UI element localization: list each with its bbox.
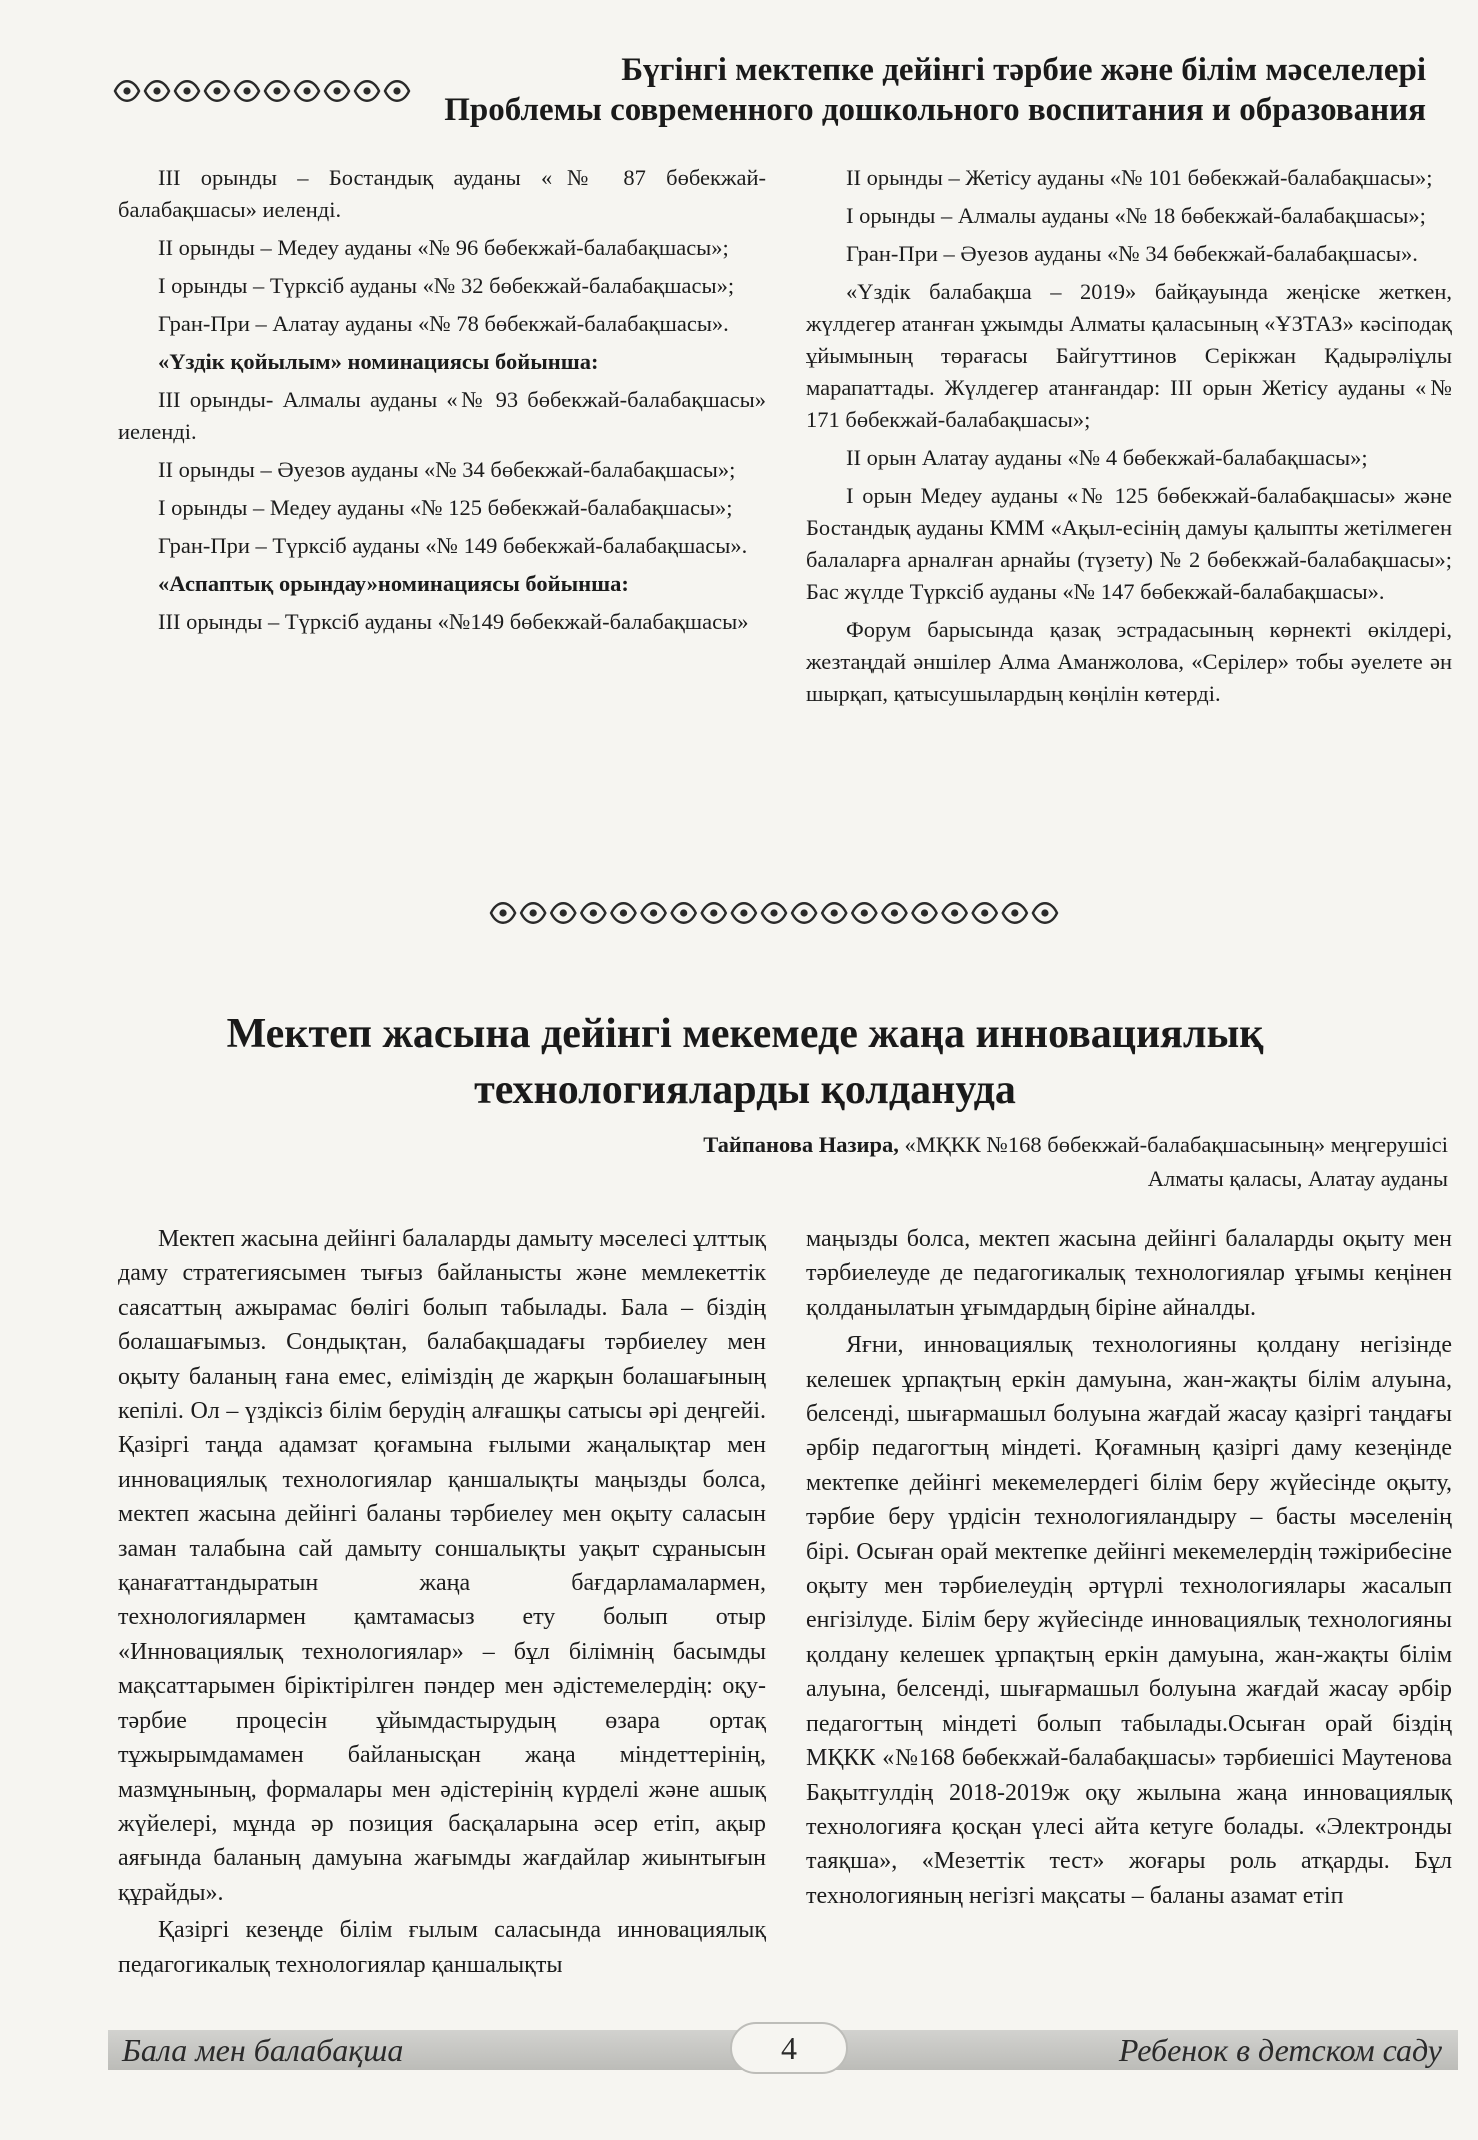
paragraph: I орынды – Алмалы ауданы «№ 18 бөбекжай-балабақшасы»; bbox=[846, 203, 1426, 228]
article-title bbox=[150, 1006, 1340, 1118]
paragraph: I орынды – Түрксіб ауданы «№ 32 бөбекжай-балабақшасы»; bbox=[158, 273, 735, 298]
paragraph: маңызды болса, мектеп жасына дейінгі балаларды оқыту мен тәрбиелеуде де педагогикалық технологиялар ұғымы кеңінен қолданылатын ұғымдардың біріне айналды. bbox=[806, 1226, 1452, 1321]
paragraph: «Үздік қойылым» номинациясы бойынша: bbox=[158, 349, 599, 374]
paragraph: I орын Медеу ауданы «№ 125 бөбекжай-балабақшасы» және Бостандық ауданы КММ «Ақыл-есінің дамуы қалыпты жетілмеген балаларға арналған арнайы (түзету) № 2 бөбекжай-балабақшасы»; Бас жүлде Түрксіб ауданы «№ 147 бөбекжай-балабақшасы». bbox=[806, 483, 1452, 604]
article-left-column bbox=[118, 1222, 766, 1982]
paragraph: «Аспаптық орындау»номинациясы бойынша: bbox=[158, 571, 629, 596]
footer-magazine-kz: Бала мен балабақша bbox=[122, 2032, 404, 2068]
header-titles bbox=[444, 50, 1426, 130]
paragraph: «Үздік балабақша – 2019» байқауында жеңіске жеткен, жүлдегер атанған ұжымды Алматы қаласының «ҰЗТАЗ» кәсіподақ ұйымының төрағасы Байгуттинов Серікжан Қадырәліұлы марапаттады. Жүлдегер атанғандар: III орын Жетісу ауданы «№ 171 бөбекжай-балабақшасы»; bbox=[806, 279, 1452, 432]
author-place: Алматы қаласы, Алатау ауданы bbox=[1147, 1166, 1448, 1191]
header-title-ru: Проблемы современного дошкольного воспитания и образования bbox=[444, 92, 1426, 128]
paragraph: Қазіргі кезеңде білім ғылым саласында инновациялық педагогикалық технологиялар қаншалықты bbox=[118, 1917, 766, 1978]
paragraph: II орынды – Медеу ауданы «№ 96 бөбекжай-балабақшасы»; bbox=[158, 235, 729, 260]
paragraph: III орынды- Алмалы ауданы «№ 93 бөбекжай-балабақшасы» иеленді. bbox=[118, 387, 766, 444]
paragraph: Гран-При – Әуезов ауданы «№ 34 бөбекжай-балабақшасы». bbox=[846, 241, 1418, 266]
top-right-column bbox=[806, 162, 1452, 710]
top-left-column bbox=[118, 162, 766, 638]
paragraph: I орынды – Медеу ауданы «№ 125 бөбекжай-балабақшасы»; bbox=[158, 495, 733, 520]
paragraph: Форум барысында қазақ эстрадасының көрнекті өкілдері, жезтаңдай әншілер Алма Аманжолова, «Серілер» тобы әуелете ән шырқап, қатысушылардың көңілін көтерді. bbox=[806, 617, 1452, 706]
paragraph: Мектеп жасына дейінгі балаларды дамыту мәселесі ұлттық даму стратегиясымен тығыз байланысты және мемлекеттік саясаттың ажырамас бөлігі болып табылады. Бала – біздің болашағымыз. Сондықтан, балабақшадағы тәрбиелеу мен оқыту баланың ғана емес, еліміздің де жарқын болашағының кепілі. Ол – үздіксіз білім берудің алғашқы сатысы әрі деңгейі. Қазіргі таңда адамзат қоғамына ғылыми жаңалықтар мен инновациялық технологиялар қаншалықты маңызды болса, мектеп жасына дейінгі баланы тәрбиелеу мен оқыту саласын заман талабына сай дамыту соншалықты уақыт сұранысын қанағаттандыратын жаңа бағдарламалармен, технологиялармен қамтамасыз ету болып отыр «Инновациялық технологиялар» – бұл білімнің басымды мақсаттарымен біріктірілген пәндер мен әдістемелердің: оқу-тәрбие процесін ұйымдастырудың өзара ортақ тұжырымдамамен байланысқан жаңа міндеттерінің, мазмұнының, формалары мен әдістерінің күрделі және ашық жүйелері, мұнда әр позиция басқаларына әсер етіп, ақыр аяғында баланың дамуына жағымды жағдайлар жиынтығын құрайды». bbox=[118, 1226, 766, 1906]
author-role: «МҚКК №168 бөбекжай-балабақшасының» меңгерушісі bbox=[898, 1132, 1448, 1157]
paragraph: III орынды – Бостандық ауданы «№ 87 бөбекжай-балабақшасы» иеленді. bbox=[118, 165, 766, 222]
paragraph: Гран-При – Түрксіб ауданы «№ 149 бөбекжай-балабақшасы». bbox=[158, 533, 748, 558]
paragraph: II орын Алатау ауданы «№ 4 бөбекжай-балабақшасы»; bbox=[846, 445, 1368, 470]
page-footer bbox=[108, 2022, 1458, 2074]
ornament-border-icon bbox=[112, 76, 412, 106]
author-line bbox=[703, 1128, 1448, 1162]
header-title-kz: Бүгінгі мектепке дейінгі тәрбие және білім мәселелері bbox=[621, 52, 1426, 88]
page-number: 4 bbox=[730, 2022, 848, 2074]
article-title-line: технологияларды қолдануда bbox=[474, 1067, 1016, 1113]
paragraph: Яғни, инновациялық технологияны қолдану негізінде келешек ұрпақтың еркін дамуына, жан-жақты білім алуына, белсенді, шығармашыл болуына жағдай жасау қазіргі таңдағы әрбір педагогтың міндеті. Қоғамның қазіргі даму кезеңінде мектепке дейінгі мекемелердегі білім беру жүйесінде оқыту, тәрбие беру үрдісін технологияландыру – басты мәселенің бірі. Осыған орай мектепке дейінгі мекемелердің тәжірибесіне оқыту мен тәрбиелеудің әртүрлі технологиялары жасалып енгізілуде. Білім беру жүйесінде инновациялық технологияны қолдану келешек ұрпақтың еркін дамуына, жан-жақты білім алуына, белсенді, шығармашыл болуына жағдай жасау әрбір педагогтың міндеті болып табылады.Осыған орай біздің МҚКК «№168 бөбекжай-балабақшасы» тәрбиешісі Маутенова Бақытгулдің 2018-2019ж оқу жылына жаңа инновациялық технологияға қосқан үлесі айта кетуге болады. «Электронды таяқша», «Мезеттік тест» жоғары роль атқарды. Бұл технологияның негізгі мақсаты – баланы азамат етіп bbox=[806, 1332, 1452, 1909]
author-name: Тайпанова Назира, bbox=[703, 1132, 899, 1157]
page-header bbox=[112, 50, 1448, 130]
paragraph: II орынды – Әуезов ауданы «№ 34 бөбекжай-балабақшасы»; bbox=[158, 457, 736, 482]
paragraph: II орынды – Жетісу ауданы «№ 101 бөбекжай-балабақшасы»; bbox=[846, 165, 1433, 190]
article-author bbox=[703, 1128, 1448, 1196]
article-right-column bbox=[806, 1222, 1452, 1913]
ornament-divider-icon bbox=[488, 898, 1060, 928]
paragraph: Гран-При – Алатау ауданы «№ 78 бөбекжай-балабақшасы». bbox=[158, 311, 729, 336]
paragraph: III орынды – Түрксіб ауданы «№149 бөбекжай-балабақшасы» bbox=[158, 609, 749, 634]
footer-magazine-ru: Ребенок в детском саду bbox=[1118, 2032, 1442, 2068]
article-title-line: Мектеп жасына дейінгі мекемеде жаңа инновациялық bbox=[226, 1011, 1264, 1057]
